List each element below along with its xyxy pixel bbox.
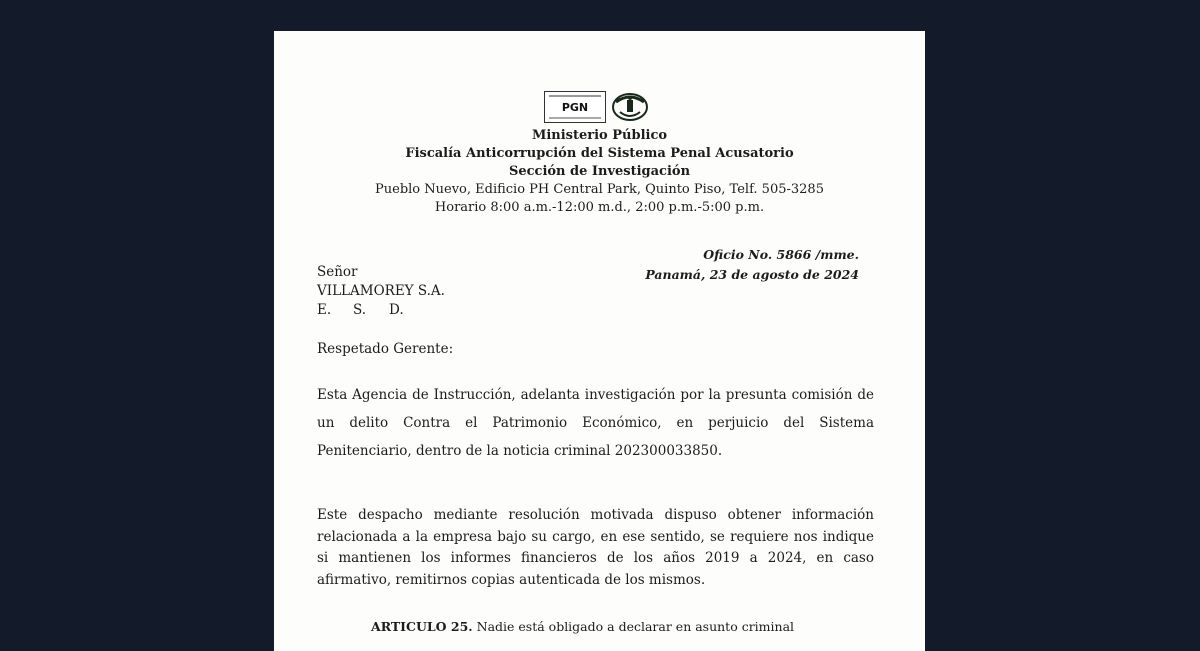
office-name: Fiscalía Anticorrupción del Sistema Penal Acusatorio: [405, 146, 794, 161]
office-hours: Horario 8:00 a.m.-12:00 m.d., 2:00 p.m.-5:00 p.m.: [434, 200, 765, 215]
recipient-title: Señor: [317, 264, 358, 280]
salutation: Respetado Gerente:: [317, 341, 454, 357]
article-text: Nadie está obligado a declarar en asunto criminal: [476, 619, 795, 634]
letterhead: [274, 127, 925, 217]
office-address: Pueblo Nuevo, Edificio PH Central Park, Quinto Piso, Telf. 505-3285: [375, 182, 824, 197]
oficio-number: Oficio No. 5866 /mme.: [703, 247, 859, 262]
reference-block: [645, 245, 859, 285]
recipient-esd: E. S. D.: [317, 302, 404, 318]
pgn-logo: [544, 91, 606, 123]
recipient-block: [317, 263, 445, 320]
document-page: [274, 31, 925, 651]
article-citation: [371, 619, 794, 634]
article-number: ARTICULO 25.: [371, 619, 473, 634]
ministry-name: Ministerio Público: [531, 128, 668, 143]
body-paragraph-1: Esta Agencia de Instrucción, adelanta investigación por la presunta comisión de un delito Contra el Patrimonio Económico, en perjuicio del Sistema Penitenciario, dentro de la noticia criminal 202300033850.: [317, 387, 874, 459]
national-seal-icon: [610, 90, 650, 124]
body-paragraph-2: Este despacho mediante resolución motivada dispuso obtener información relacionada a la empresa bajo su cargo, en ese sentido, se requiere nos indique si mantienen los informes financieros de los años 2019 a 2024, en caso afirmativo, remitirnos copias autenticada de los mismos.: [317, 507, 874, 588]
pgn-logo-text: PGN: [561, 101, 589, 114]
recipient-company: VILLAMOREY S.A.: [317, 283, 445, 299]
place-date: Panamá, 23 de agosto de 2024: [645, 267, 859, 282]
section-name: Sección de Investigación: [508, 164, 691, 179]
